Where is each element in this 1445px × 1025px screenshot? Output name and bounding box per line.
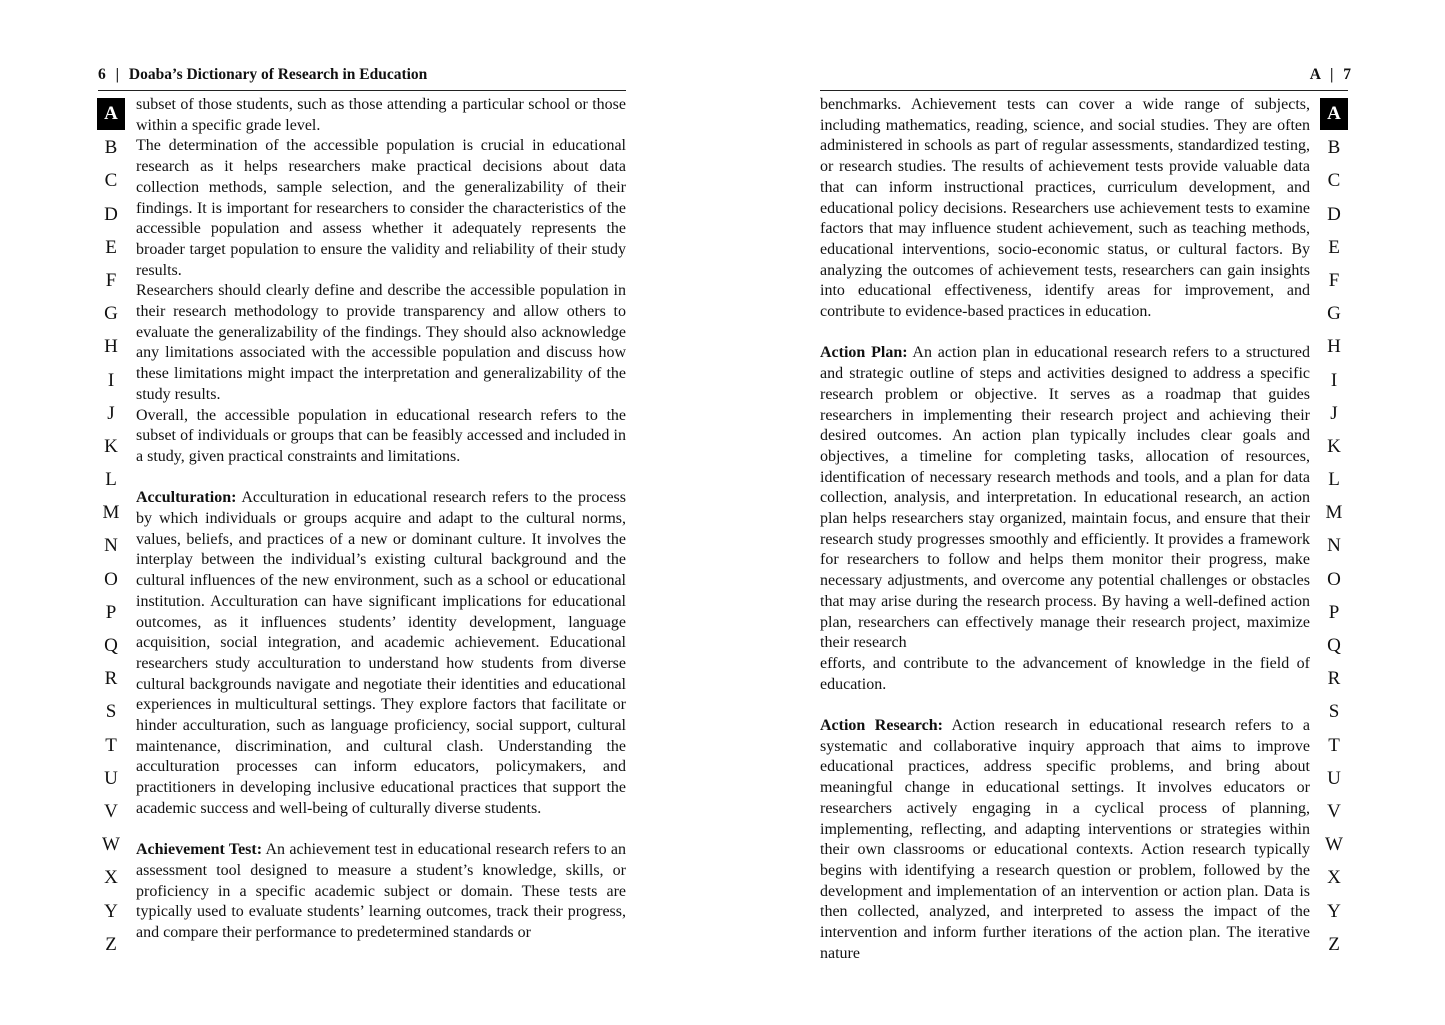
- entry-definition: Acculturation in educational research refers to the process by which individuals or groups acquire and adapt to the cultural norms, values, beliefs, and practices of a new or dominant culture. It involves the interplay between the individual’s existing cultural background and the cultural influences of the new environment, such as a school or educational institution. Acculturation can have significant implications for educational outcomes, as it influences students’ identity development, language acquisition, social integration, and academic achievement. Educational researchers study acculturation to understand how students from diverse cultural backgrounds navigate and negotiate their identities and educational experiences in multicultural settings. They explore factors that facilitate or hinder acculturation, such as language proficiency, social support, cultural maintenance, discrimination, and cultural clash. Understanding the acculturation processes can inform educators, policymakers, and practitioners in developing inclusive educational practices that support the academic success and well-being of culturally diverse students.: [136, 489, 626, 817]
- paragraph: [136, 281, 626, 405]
- paragraph: [820, 95, 1310, 323]
- alphabet-letter-b: B: [1327, 137, 1341, 159]
- paragraph-text: Researchers should clearly define and describe the accessible population in their research methodology to provide transparency and allow others to evaluate the generalizability of the findings. They should also acknowledge any limitations associated with the accessible population and discuss how these limitations might impact the interpretation and generalizability of the study results.: [136, 282, 626, 403]
- alphabet-letter-l: L: [1328, 469, 1340, 491]
- right-page: [722, 0, 1445, 1025]
- left-text-column: [136, 95, 626, 944]
- alphabet-letter-v: V: [104, 800, 118, 822]
- left-page: [0, 0, 722, 1025]
- alphabet-letter-w: W: [1325, 834, 1343, 856]
- running-head-right: [1310, 66, 1351, 84]
- paragraph-text: Overall, the accessible population in educational research refers to the subset of individuals or groups that can be feasibly accessed and included in a study, given practical constraints and limitations.: [136, 406, 626, 465]
- alphabet-letter-j: J: [1330, 402, 1338, 424]
- alphabet-letter-n: N: [1327, 535, 1341, 557]
- alphabet-letter-n: N: [104, 535, 118, 557]
- alphabet-letter-d: D: [104, 203, 118, 225]
- running-head-separator: |: [1329, 66, 1334, 83]
- running-head-separator: |: [115, 66, 120, 83]
- header-rule: [98, 90, 626, 91]
- page-number: 7: [1343, 66, 1351, 83]
- alphabet-letter-e: E: [105, 236, 117, 258]
- alphabet-letter-s: S: [105, 701, 117, 723]
- entry-definition: An action plan in educational research refers to a structured and strategic outline of steps and activities designed to address a specific research problem or objective. It serves as a roadmap that guides researchers in implementing their research project and achieving their desired outcomes. An action plan typically includes clear goals and objectives, a timeline for completing tasks, allocation of resources, identification of necessary research methods and tools, and a plan for data collection, analysis, and interpretation. In educational research, an action plan helps researchers stay organized, maintain focus, and ensure that their research study progresses smoothly and efficiently. It provides a framework for researchers to follow and helps them monitor their progress, make necessary adjustments, and overcome any potential challenges or obstacles that may arise during the research process. By having a well-defined action plan, researchers can effectively manage their research project, maximize their research: [820, 344, 1310, 652]
- page-number: 6: [98, 66, 106, 83]
- paragraph: [136, 406, 626, 468]
- alphabet-letter-r: R: [1327, 668, 1341, 690]
- paragraph: [820, 654, 1310, 695]
- alphabet-letter-b: B: [104, 137, 118, 159]
- alphabet-letter-q: Q: [104, 635, 118, 656]
- alphabet-letter-r: R: [104, 668, 118, 690]
- paragraph: [136, 95, 626, 136]
- alphabet-letter-v: V: [1327, 800, 1341, 822]
- section-letter: A: [1309, 66, 1321, 83]
- alphabet-letter-h: H: [1327, 336, 1341, 358]
- alphabet-letter-x: X: [1327, 867, 1341, 889]
- alphabet-letter-p: P: [1328, 601, 1340, 623]
- alphabet-letter-f: F: [105, 269, 117, 291]
- alphabet-letter-i: I: [107, 369, 115, 391]
- paragraph: [136, 136, 626, 281]
- alphabet-letter-j: J: [107, 402, 115, 424]
- alphabet-letter-k: K: [104, 435, 118, 457]
- right-text-column: [820, 95, 1310, 965]
- entry-action-plan: [820, 343, 1310, 654]
- alphabet-letter-z: Z: [105, 933, 117, 955]
- entry-term: Action Research:: [820, 717, 943, 735]
- alphabet-letter-i: I: [1330, 369, 1338, 391]
- alphabet-letter-o: O: [104, 568, 118, 590]
- alphabet-letter-a: A: [97, 98, 125, 130]
- alphabet-letter-u: U: [104, 767, 118, 789]
- entry-action-research: [820, 716, 1310, 964]
- entry-definition: Action research in educational research refers to a systematic and collaborative inquiry approach that aims to improve educational practices, address specific problems, and bring about meaningful change in educational settings. It involves educators or researchers actively engaging in a cyclical process of planning, implementing, reflecting, and adapting interventions or strategies within their own classrooms or educational contexts. Action research typically begins with identifying a research question or problem, followed by the development and implementation of an intervention or action plan. Data is then collected, analyzed, and interpreted to assess the impact of the intervention and inform further iterations of the action plan. The iterative nature: [820, 717, 1311, 962]
- alphabet-index: [1320, 98, 1348, 961]
- book-title: Doaba’s Dictionary of Research in Education: [128, 66, 428, 83]
- alphabet-letter-a: A: [1320, 98, 1348, 130]
- alphabet-letter-c: C: [1327, 170, 1341, 192]
- alphabet-letter-g: G: [1327, 303, 1341, 325]
- alphabet-letter-u: U: [1327, 767, 1341, 789]
- entry-term: Acculturation:: [136, 489, 237, 507]
- alphabet-letter-o: O: [1327, 568, 1341, 590]
- paragraph-text: benchmarks. Achievement tests can cover a wide range of subjects, including mathematics, reading, science, and social studies. They are often administered in schools as part of regular assessments, standardized testing, or research studies. The results of achievement tests provide valuable data that can inform instructional practices, curriculum development, and educational policy decisions. Researchers use achievement tests to examine factors that may influence student achievement, such as teaching methods, educational interventions, socio-economic status, or cultural factors. By analyzing the outcomes of achievement tests, researchers can gain insights into educational effectiveness, identify areas for improvement, and contribute to evidence-based practices in education.: [820, 96, 1310, 321]
- alphabet-letter-g: G: [104, 303, 118, 325]
- entry-term: Achievement Test:: [136, 841, 263, 859]
- alphabet-letter-t: T: [1328, 734, 1340, 756]
- entry-definition: An achievement test in educational research refers to an assessment tool designed to measure a student’s knowledge, skills, or proficiency in a specific academic subject or domain. These tests are typically used to evaluate students’ learning outcomes, track their progress, and compare their performance to predetermined standards or: [136, 841, 627, 942]
- alphabet-letter-t: T: [105, 734, 117, 756]
- alphabet-index: [97, 98, 125, 961]
- alphabet-letter-h: H: [104, 336, 118, 358]
- alphabet-letter-l: L: [105, 469, 117, 491]
- alphabet-letter-k: K: [1327, 435, 1341, 457]
- header-rule: [820, 90, 1348, 91]
- alphabet-letter-x: X: [104, 867, 118, 889]
- alphabet-letter-e: E: [1328, 236, 1340, 258]
- alphabet-letter-c: C: [104, 170, 118, 192]
- alphabet-letter-m: M: [1325, 502, 1343, 524]
- entry-term: Action Plan:: [820, 344, 908, 362]
- paragraph-text: The determination of the accessible population is crucial in educational research as it helps researchers make practical decisions about data collection methods, sample selection, and the generalizability of their findings. It is important for researchers to consider the characteristics of the accessible population and assess whether it adequately represents the broader target population to ensure the validity and reliability of their study results.: [136, 137, 626, 279]
- alphabet-letter-d: D: [1327, 203, 1341, 225]
- alphabet-letter-s: S: [1328, 701, 1340, 723]
- alphabet-letter-y: Y: [1327, 900, 1341, 922]
- alphabet-letter-p: P: [105, 601, 117, 623]
- alphabet-letter-f: F: [1328, 269, 1340, 291]
- entry-acculturation: [136, 488, 626, 819]
- alphabet-letter-y: Y: [104, 900, 118, 922]
- alphabet-letter-w: W: [102, 834, 120, 856]
- paragraph-text: subset of those students, such as those attending a particular school or those within a specific grade level.: [136, 96, 626, 134]
- running-head-left: [98, 66, 427, 84]
- alphabet-letter-q: Q: [1327, 635, 1341, 656]
- paragraph-text: efforts, and contribute to the advancement of knowledge in the field of education.: [820, 654, 1310, 693]
- entry-achievement-test: [136, 840, 626, 944]
- alphabet-letter-m: M: [102, 502, 120, 524]
- alphabet-letter-z: Z: [1328, 933, 1340, 955]
